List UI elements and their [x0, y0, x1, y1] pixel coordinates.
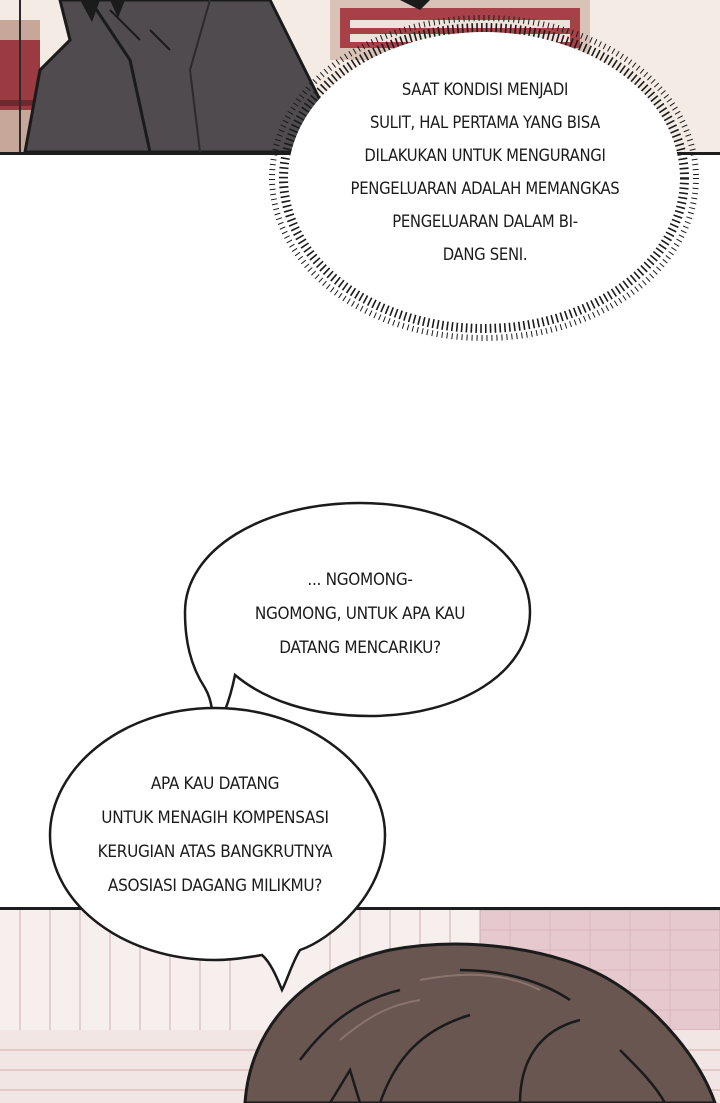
bubble-line: APA KAU DATANG: [150, 774, 280, 794]
bubble-line: ... NGOMONG-: [307, 570, 413, 590]
bubble-line: NGOMONG, UNTUK APA KAU: [254, 604, 466, 624]
bubble-line: DILAKUKAN UNTUK MENGURANGI: [364, 146, 606, 165]
bubble-line: UNTUK MENAGIH KOMPENSASI: [101, 808, 329, 828]
speech-bubble-text: [200, 563, 520, 665]
bubble-line: KERUGIAN ATAS BANGKRUTNYA: [97, 842, 333, 862]
bubble-line: SAAT KONDISI MENJADI: [401, 80, 569, 99]
bubble-line: ASOSIASI DAGANG MILIKMU?: [107, 876, 323, 896]
thought-bubble-text: [300, 73, 670, 271]
bubble-line: DANG SENI.: [442, 245, 528, 264]
bubble-line: PENGELUARAN ADALAH MEMANGKAS: [350, 179, 620, 198]
bubble-line: PENGELUARAN DALAM BI-: [392, 212, 578, 231]
bubble-line: SULIT, HAL PERTAMA YANG BISA: [369, 113, 601, 132]
bubble-line: DATANG MENCARIKU?: [279, 638, 441, 658]
speech-bubble-text: [50, 767, 380, 903]
